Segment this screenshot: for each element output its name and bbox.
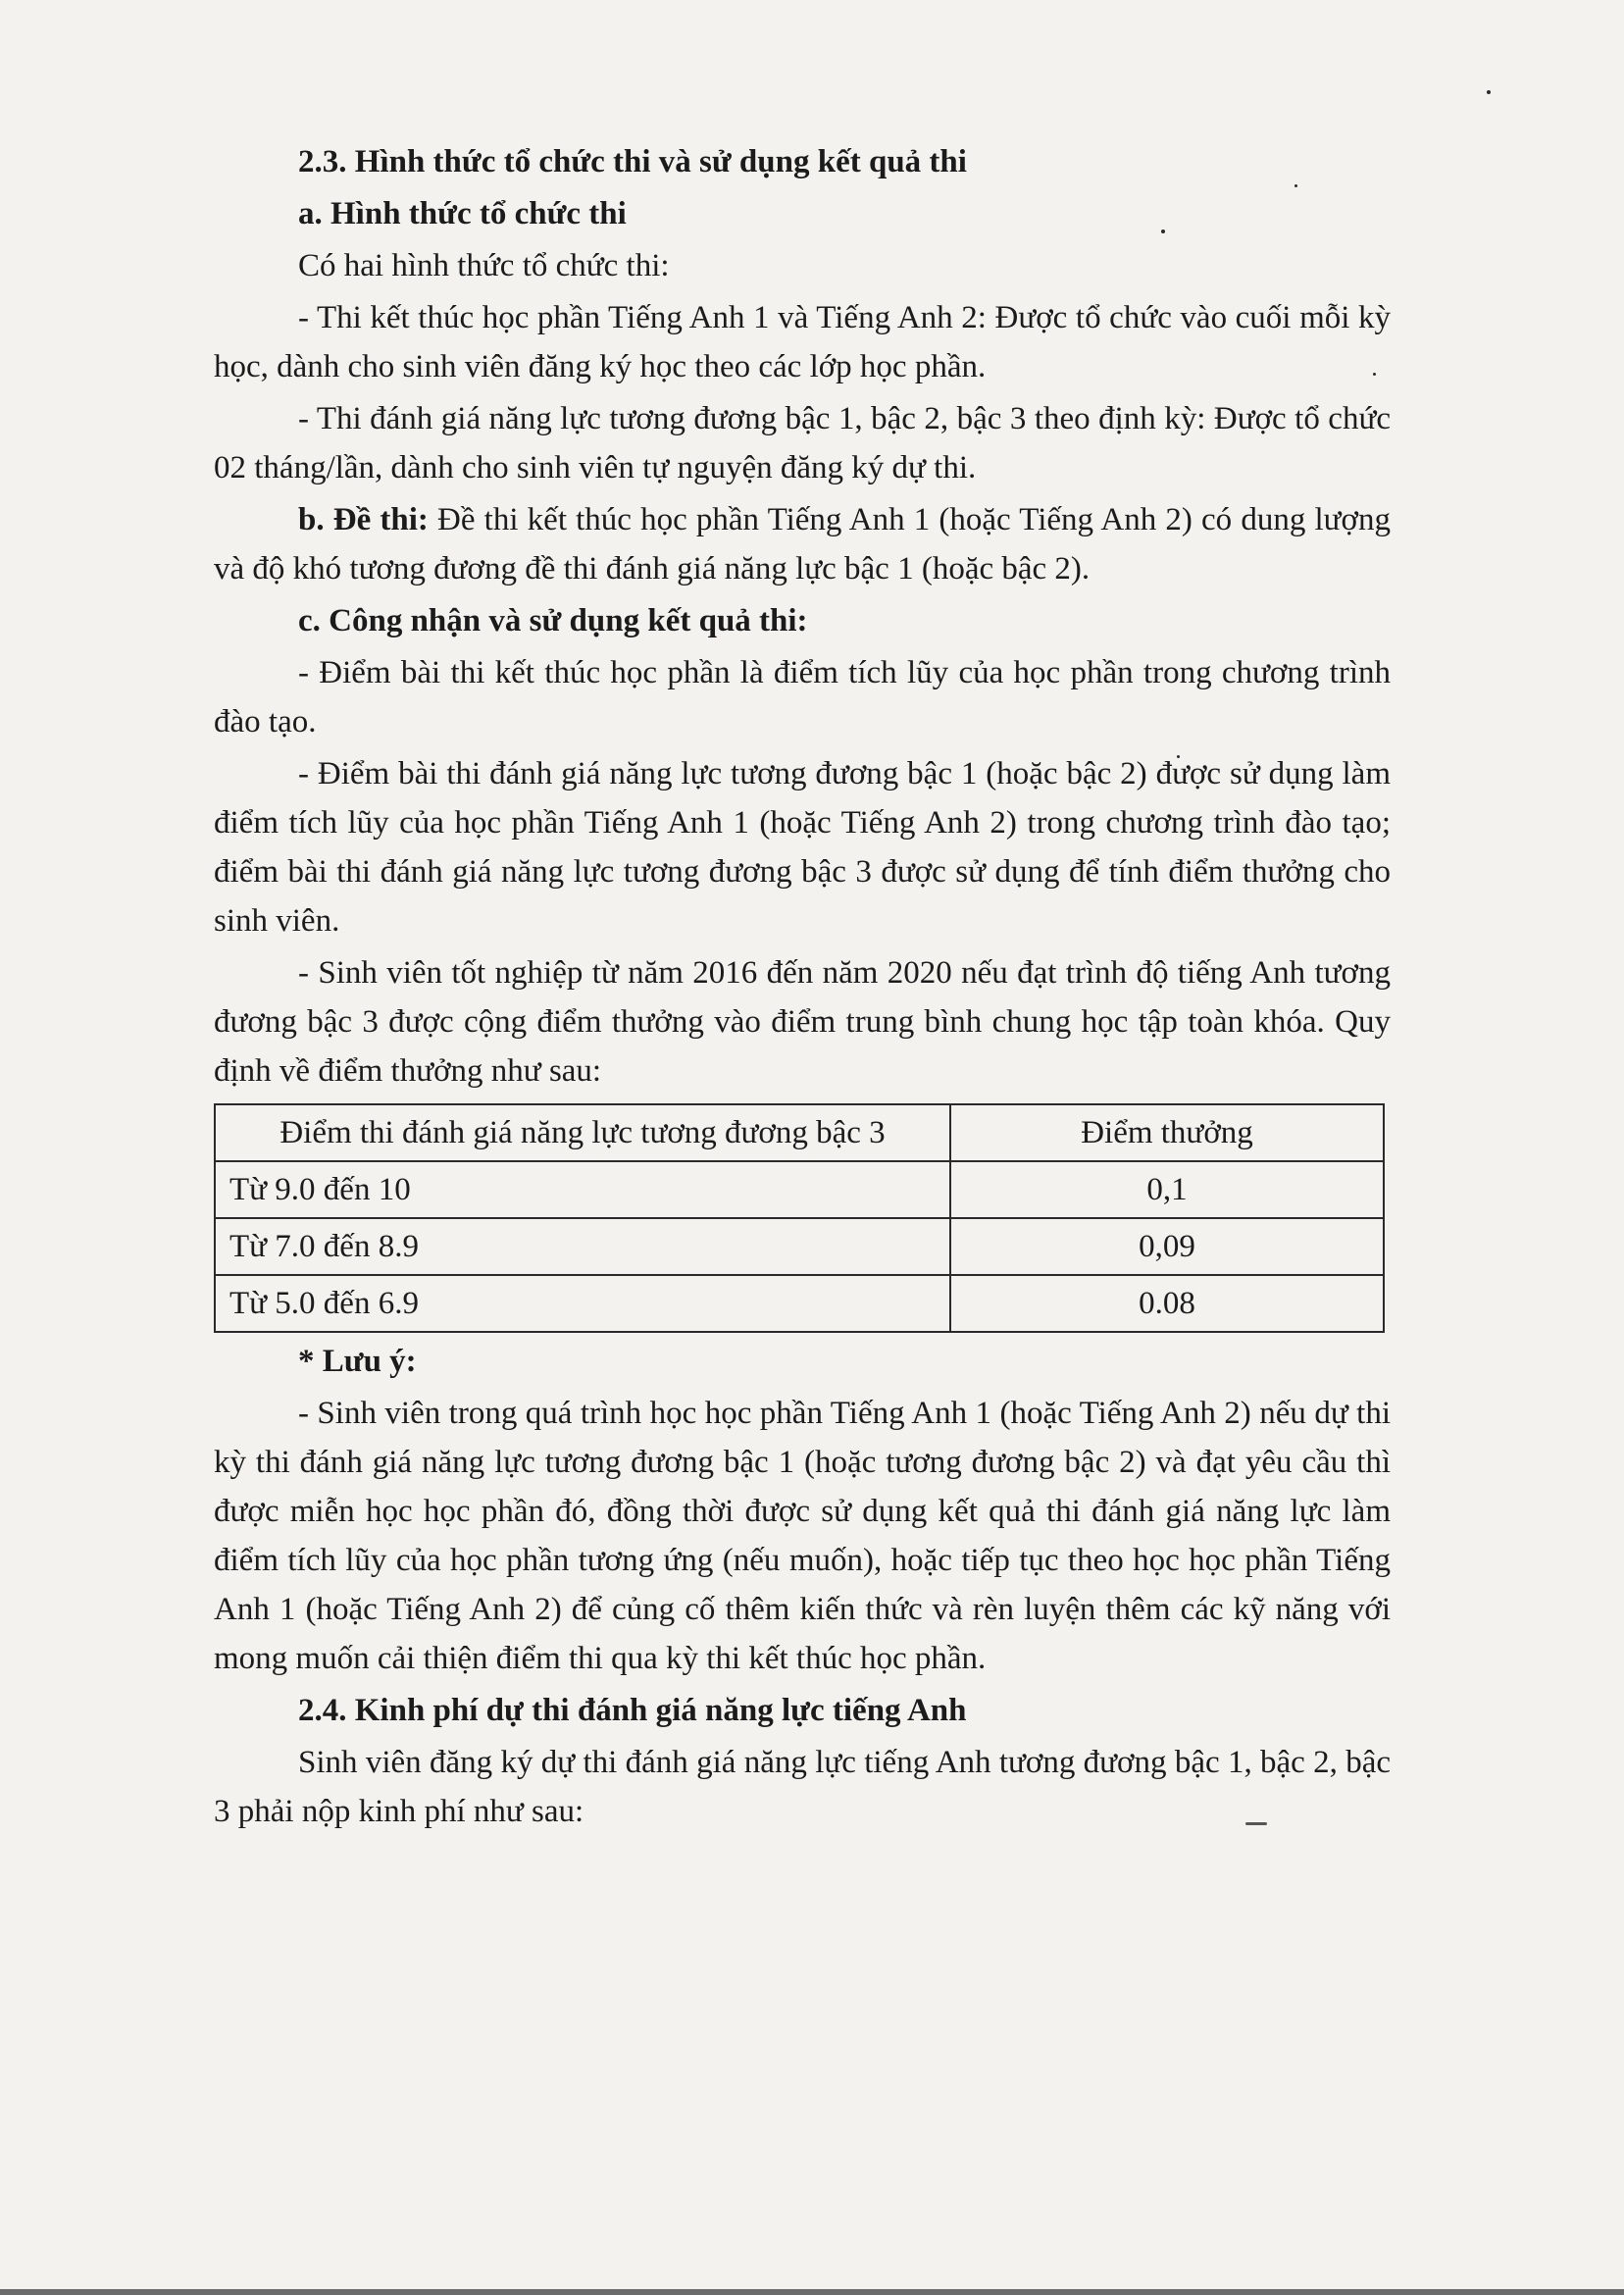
document-body: [214, 137, 1391, 1836]
note-text: - Sinh viên trong quá trình học học phần Tiếng Anh 1 (hoặc Tiếng Anh 2) nếu dự thi kỳ thi đánh giá năng lực tương đương bậc 1 (hoặc tương đương bậc 2) và đạt yêu cầu thì được miễn học học phần đó, đồng thời được sử dụng kết quả thi đánh giá năng lực làm điểm tích lũy của học phần tương ứng (nếu muốn), hoặc tiếp tục theo học học phần Tiếng Anh 1 (hoặc Tiếng Anh 2) để củng cố thêm kiến thức và rèn luyện thêm các kỹ năng với mong muốn cải thiện điểm thi qua kỳ thi kết thúc học phần.: [214, 1396, 1391, 1676]
result-item-2: - Điểm bài thi đánh giá năng lực tương đương bậc 1 (hoặc bậc 2) được sử dụng làm điểm tích lũy của học phần Tiếng Anh 1 (hoặc Tiếng Anh 2) trong chương trình đào tạo; điểm bài thi đánh giá năng lực tương đương bậc 3 được sử dụng để tính điểm thưởng cho sinh viên.: [214, 756, 1391, 939]
table-cell-bonus: 0,09: [950, 1218, 1384, 1275]
scan-bottom-edge: [0, 2289, 1624, 2295]
section-2-4-text: Sinh viên đăng ký dự thi đánh giá năng lực tiếng Anh tương đương bậc 1, bậc 2, bậc 3 phải nộp kinh phí như sau:: [214, 1745, 1391, 1829]
table-header-cell: Điểm thưởng: [950, 1104, 1384, 1161]
table-cell-bonus: 0.08: [950, 1275, 1384, 1332]
subsection-b-paragraph: [214, 495, 1391, 593]
scan-speck: [1487, 90, 1491, 94]
section-2-3-heading: 2.3. Hình thức tổ chức thi và sử dụng kết quả thi: [298, 144, 967, 179]
subsection-a-heading: a. Hình thức tổ chức thi: [298, 196, 627, 231]
subsection-b-label: b. Đề thi:: [298, 502, 429, 537]
table-row: [215, 1161, 1384, 1218]
result-item-1: - Điểm bài thi kết thúc học phần là điểm tích lũy của học phần trong chương trình đào tạo.: [214, 655, 1391, 740]
note-heading: * Lưu ý:: [298, 1344, 417, 1379]
subsection-b-text: Đề thi kết thúc học phần Tiếng Anh 1 (hoặc Tiếng Anh 2) có dung lượng và độ khó tương đương đề thi đánh giá năng lực bậc 1 (hoặc bậc 2).: [214, 502, 1391, 586]
result-item-3: - Sinh viên tốt nghiệp từ năm 2016 đến năm 2020 nếu đạt trình độ tiếng Anh tương đương bậc 3 được cộng điểm thưởng vào điểm trung bình chung học tập toàn khóa. Quy định về điểm thưởng như sau:: [214, 955, 1391, 1089]
exam-form-item-1: - Thi kết thúc học phần Tiếng Anh 1 và Tiếng Anh 2: Được tổ chức vào cuối mỗi kỳ học, dành cho sinh viên đăng ký học theo các lớp học phần.: [214, 300, 1391, 384]
table-cell-score-range: Từ 9.0 đến 10: [215, 1161, 950, 1218]
subsection-c-heading: c. Công nhận và sử dụng kết quả thi:: [298, 603, 808, 638]
table-row: [215, 1218, 1384, 1275]
table-cell-score-range: Từ 5.0 đến 6.9: [215, 1275, 950, 1332]
reward-points-table: [214, 1103, 1385, 1333]
table-header-row: [215, 1104, 1384, 1161]
exam-form-item-2: - Thi đánh giá năng lực tương đương bậc 1, bậc 2, bậc 3 theo định kỳ: Được tổ chức 02 tháng/lần, dành cho sinh viên tự nguyện đăng ký dự thi.: [214, 401, 1391, 485]
exam-forms-intro: Có hai hình thức tổ chức thi:: [298, 248, 670, 283]
table-cell-score-range: Từ 7.0 đến 8.9: [215, 1218, 950, 1275]
section-2-4-heading: 2.4. Kinh phí dự thi đánh giá năng lực tiếng Anh: [298, 1693, 967, 1728]
table-row: [215, 1275, 1384, 1332]
table-cell-bonus: 0,1: [950, 1161, 1384, 1218]
table-header-cell: Điểm thi đánh giá năng lực tương đương bậc 3: [215, 1104, 950, 1161]
